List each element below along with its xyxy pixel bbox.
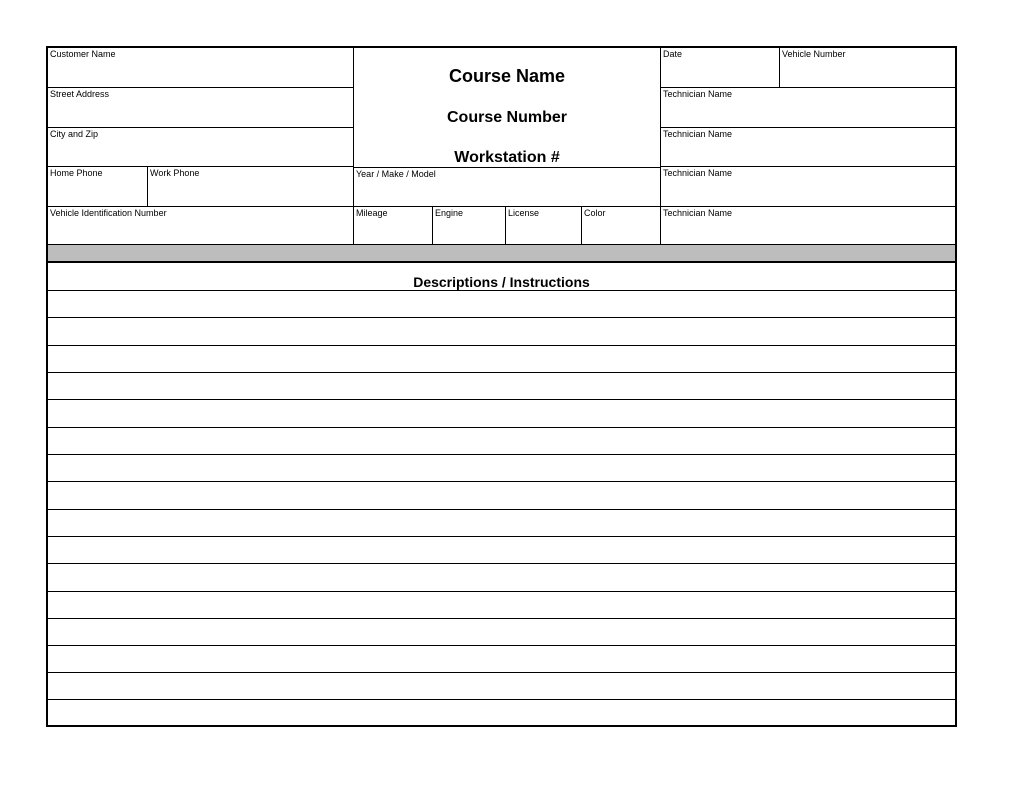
technician-name-label: Technician Name bbox=[663, 208, 733, 218]
engine-field[interactable] bbox=[433, 207, 506, 245]
year-make-model-label: Year / Make / Model bbox=[356, 169, 436, 179]
color-label: Color bbox=[584, 208, 606, 218]
street-address-field[interactable] bbox=[48, 88, 354, 128]
work-phone-label: Work Phone bbox=[150, 168, 200, 178]
ruled-line bbox=[48, 399, 955, 400]
section-divider-bar bbox=[48, 245, 955, 263]
ruled-line bbox=[48, 454, 955, 455]
ruled-line bbox=[48, 536, 955, 537]
vin-label: Vehicle Identification Number bbox=[50, 208, 167, 218]
technician-name-field-2[interactable] bbox=[661, 128, 955, 167]
ruled-line bbox=[48, 591, 955, 592]
home-phone-field[interactable] bbox=[48, 167, 148, 207]
ruled-line bbox=[48, 618, 955, 619]
license-field[interactable] bbox=[506, 207, 582, 245]
technician-name-label: Technician Name bbox=[663, 168, 733, 178]
ruled-line bbox=[48, 345, 955, 346]
ruled-line bbox=[48, 290, 955, 291]
license-label: License bbox=[508, 208, 540, 218]
technician-name-field-4[interactable] bbox=[661, 207, 955, 245]
ruled-line bbox=[48, 481, 955, 482]
workstation-title: Workstation # bbox=[454, 149, 560, 166]
year-make-model-field[interactable] bbox=[354, 167, 661, 207]
vehicle-number-field[interactable] bbox=[780, 48, 955, 88]
descriptions-title: Descriptions / Instructions bbox=[413, 274, 590, 290]
engine-label: Engine bbox=[435, 208, 464, 218]
city-zip-label: City and Zip bbox=[50, 129, 99, 139]
color-field[interactable] bbox=[582, 207, 661, 245]
customer-name-field[interactable] bbox=[48, 48, 354, 88]
mileage-field[interactable] bbox=[354, 207, 433, 245]
technician-name-field-1[interactable] bbox=[661, 88, 955, 128]
city-zip-field[interactable] bbox=[48, 128, 354, 167]
ruled-line bbox=[48, 645, 955, 646]
ruled-line bbox=[48, 672, 955, 673]
ruled-line bbox=[48, 317, 955, 318]
repair-order-form bbox=[46, 46, 957, 727]
street-address-label: Street Address bbox=[50, 89, 110, 99]
date-label: Date bbox=[663, 49, 683, 59]
technician-name-label: Technician Name bbox=[663, 89, 733, 99]
technician-name-label: Technician Name bbox=[663, 129, 733, 139]
customer-name-label: Customer Name bbox=[50, 49, 116, 59]
ruled-line bbox=[48, 372, 955, 373]
course-number-title: Course Number bbox=[446, 109, 568, 126]
mileage-label: Mileage bbox=[356, 208, 388, 218]
ruled-line bbox=[48, 563, 955, 564]
date-field[interactable] bbox=[661, 48, 780, 88]
vehicle-number-label: Vehicle Number bbox=[782, 49, 846, 59]
home-phone-label: Home Phone bbox=[50, 168, 103, 178]
vin-field[interactable] bbox=[48, 207, 354, 245]
work-phone-field[interactable] bbox=[148, 167, 354, 207]
course-name-title: Course Name bbox=[448, 66, 566, 86]
technician-name-field-3[interactable] bbox=[661, 167, 955, 207]
ruled-line bbox=[48, 699, 955, 700]
ruled-line bbox=[48, 509, 955, 510]
ruled-line bbox=[48, 427, 955, 428]
